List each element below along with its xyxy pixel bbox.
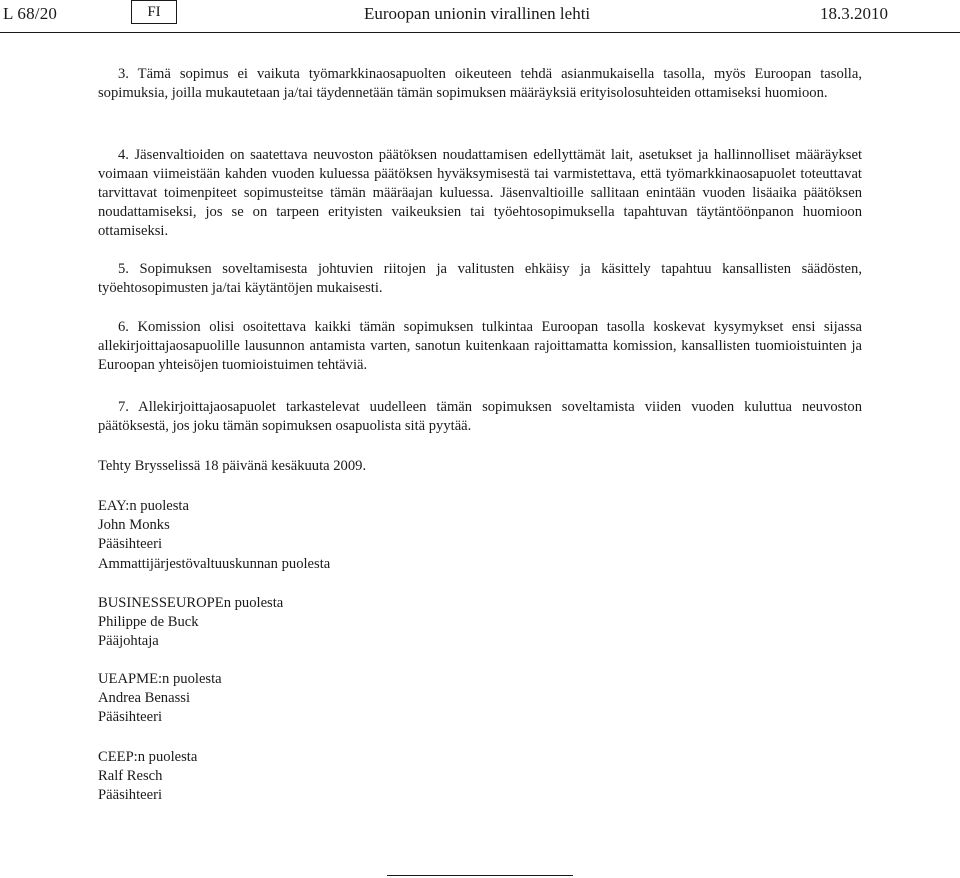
signatory-block-businesseurope	[98, 594, 283, 652]
signatory-on-behalf: UEAPME:n puolesta	[98, 671, 222, 687]
paragraph-3	[98, 65, 862, 103]
header-rule	[0, 32, 960, 33]
signatory-name: Philippe de Buck	[98, 614, 199, 631]
signatory-on-behalf: EAY:n puolesta	[98, 498, 189, 514]
paragraph-6	[98, 318, 862, 375]
signatory-title: Pääsihteeri	[98, 709, 163, 726]
paragraph-text: Sopimuksen soveltamisesta johtuvien riitojen ja valitusten ehkäisy ja käsittely tapahtuu kansallisten säädösten, työehtosopimusten ja/tai käytäntöjen mukaisesti.	[98, 261, 862, 296]
signatory-title: Pääsihteeri	[98, 536, 163, 553]
signatory-name: John Monks	[98, 517, 170, 534]
done-at-statement: Tehty Brysselissä 18 päivänä kesäkuuta 2009.	[98, 458, 367, 474]
paragraph-5	[98, 260, 862, 298]
signatory-block-eay	[98, 497, 330, 574]
signatory-block-ueapme	[98, 670, 222, 728]
signatory-title: Pääjohtaja	[98, 633, 159, 650]
paragraph-number: 6.	[118, 319, 129, 335]
paragraph-number: 4.	[118, 147, 129, 163]
signatory-on-behalf: BUSINESSEUROPEn puolesta	[98, 595, 284, 611]
paragraph-4	[98, 146, 862, 241]
footer-rule	[387, 875, 573, 876]
paragraph-text: Komission olisi osoitettava kaikki tämän sopimuksen tulkintaa Euroopan tasolla koskevat kysymykset ensi sijassa allekirjoittajaosapuolille lausunnon antamista varten, sanotun kuitenkaan rajoittamatta komission, kansallisten tuomioistuinten ja Euroopan yhteisöjen tuomioistuimen tehtäviä.	[98, 319, 862, 373]
signatory-extra: Ammattijärjestövaltuuskunnan puolesta	[98, 555, 331, 572]
page-header	[0, 0, 960, 30]
paragraph-text: Tämä sopimus ei vaikuta työmarkkinaosapuolten oikeuteen tehdä asianmukaisella tasolla, myös Euroopan tasolla, sopimuksia, joilla mukautetaan ja/tai täydennetään tämän sopimuksen määräyksiä erityisolosuhteiden ottamiseksi huomioon.	[98, 66, 862, 101]
signatory-on-behalf: CEEP:n puolesta	[98, 749, 198, 765]
signatory-title: Pääsihteeri	[98, 787, 163, 804]
journal-title: Euroopan unionin virallinen lehti	[364, 4, 591, 23]
publication-date: 18.3.2010	[820, 4, 888, 23]
paragraph-number: 3.	[118, 66, 129, 82]
page-reference: L 68/20	[3, 4, 58, 23]
paragraph-number: 7.	[118, 399, 129, 415]
paragraph-text: Allekirjoittajaosapuolet tarkastelevat uudelleen tämän sopimuksen soveltamista viiden vuoden kuluttua neuvoston päätöksestä, jos joku tämän sopimuksen osapuolista sitä pyytää.	[98, 399, 863, 434]
paragraph-text: Jäsenvaltioiden on saatettava neuvoston päätöksen noudattamisen edellyttämät lait, asetukset ja hallinnolliset määräykset voimaan viimeistään kahden vuoden kuluessa päätöksen hyväksymisestä tai varmistettava, että työmarkkinaosapuolet toteuttavat tarvittavat toimenpiteet sopimusteitse tämän määräajan kuluessa. Jäsenvaltioille sallitaan enintään vuoden lisäaika päätöksen noudattamiseksi, jos se on tarpeen erityisten vaikeuksien tai työehtosopimuksella tapahtuvan täytäntöönpanon huomioon ottamiseksi.	[98, 147, 863, 239]
signatory-block-ceep	[98, 748, 197, 806]
language-badge: FI	[131, 0, 177, 24]
signatory-name: Andrea Benassi	[98, 690, 190, 707]
paragraph-7	[98, 398, 862, 436]
signatory-name: Ralf Resch	[98, 768, 163, 785]
paragraph-number: 5.	[118, 261, 129, 277]
